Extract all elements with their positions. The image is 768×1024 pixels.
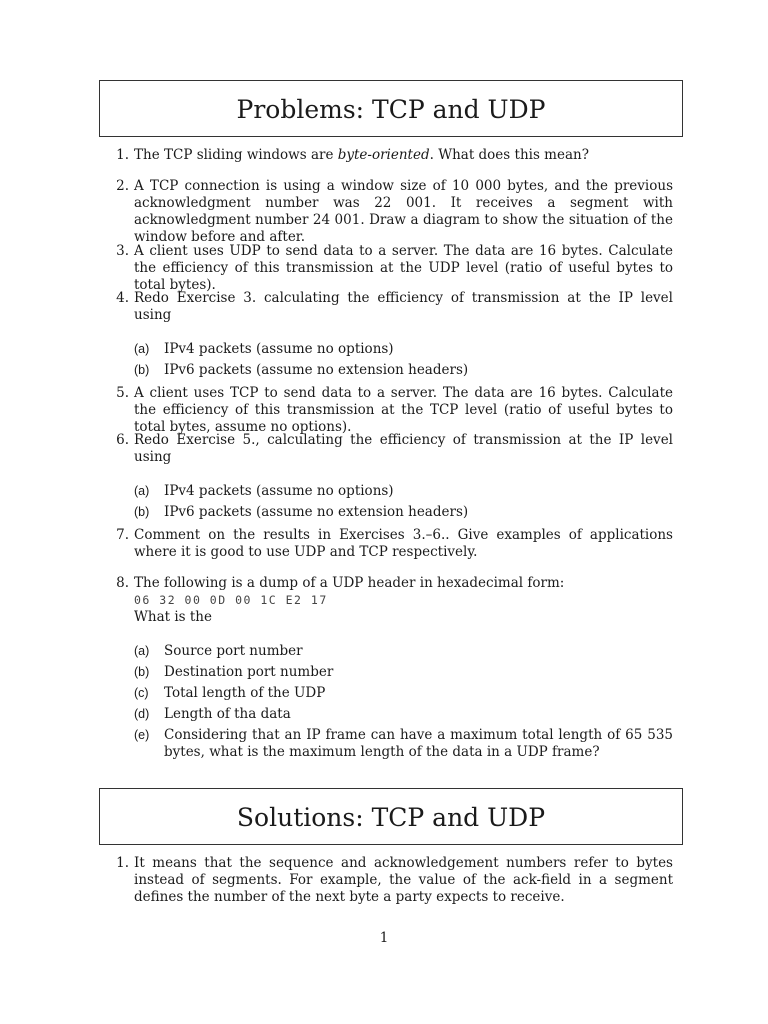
sub-label: (a) — [134, 644, 150, 658]
solution-1 — [113, 855, 673, 906]
emphasis: byte-oriented — [337, 147, 430, 163]
problems-title-box — [99, 80, 683, 137]
sub-item — [134, 341, 673, 358]
solutions-title: Solutions: TCP and UDP — [236, 803, 546, 832]
sub-item — [134, 706, 673, 723]
problem-6 — [113, 432, 673, 521]
problem-text: A client uses UDP to send data to a server. The data are 16 bytes. Calculate the efficiency of this transmission at the UDP level (ratio of useful bytes to total bytes). — [134, 243, 673, 293]
sub-label: (b) — [134, 363, 150, 377]
solution-text: It means that the sequence and acknowledgement numbers refer to bytes instead of segments. For example, the value of the ack-field in a segment defines the number of the next byte a party expects to receive. — [134, 855, 673, 905]
problem-2 — [113, 178, 673, 246]
sub-item — [134, 664, 673, 681]
sub-label: (a) — [134, 342, 150, 356]
problem-text: Redo Exercise 5., calculating the efficiency of transmission at the IP level using — [134, 432, 673, 465]
solutions-title-box — [99, 788, 683, 845]
problem-text: A TCP connection is using a window size of 10 000 bytes, and the previous acknowledgment number was 22 001. It receives a segment with acknowledgment number 24 001. Draw a diagram to show the situation of the window before and after. — [134, 178, 673, 245]
sub-label: (a) — [134, 484, 150, 498]
problem-text: The TCP sliding windows are byte-oriented. What does this mean? — [134, 147, 589, 163]
problem-number: 1. — [116, 147, 129, 163]
sub-item — [134, 362, 673, 379]
sub-item — [134, 643, 673, 660]
sub-list — [134, 341, 673, 379]
problem-8 — [113, 575, 673, 761]
sub-text: Considering that an IP frame can have a maximum total length of 65 535 bytes, what is the maximum length of the data in a UDP frame? — [164, 727, 673, 760]
sub-item — [134, 504, 673, 521]
problem-4 — [113, 290, 673, 379]
sub-item — [134, 727, 673, 761]
sub-label: (e) — [134, 728, 150, 742]
problem-5 — [113, 385, 673, 436]
sub-text: IPv4 packets (assume no options) — [164, 341, 394, 357]
problem-number: 3. — [116, 243, 129, 259]
sub-text: Length of tha data — [164, 706, 291, 722]
problem-1 — [113, 147, 673, 164]
problems-title: Problems: TCP and UDP — [236, 95, 546, 124]
sub-label: (b) — [134, 665, 150, 679]
sub-item — [134, 483, 673, 500]
sub-text: IPv6 packets (assume no extension headers) — [164, 362, 469, 378]
hex-dump: 06 32 00 0D 00 1C E2 17 — [134, 593, 328, 607]
problem-text: A client uses TCP to send data to a server. The data are 16 bytes. Calculate the efficiency of this transmission at the TCP level (ratio of useful bytes to total bytes, assume no options). — [134, 385, 673, 435]
page-number: 1 — [379, 930, 389, 946]
problem-text: Comment on the results in Exercises 3.–6.. Give examples of applications where it is good to use UDP and TCP respectively. — [134, 527, 673, 560]
problem-number: 4. — [116, 290, 129, 306]
sub-list — [134, 483, 673, 521]
problem-number: 2. — [116, 178, 129, 194]
sub-label: (c) — [134, 686, 149, 700]
sub-item — [134, 685, 673, 702]
solution-number: 1. — [116, 855, 129, 871]
problem-number: 7. — [116, 527, 129, 543]
sub-text: Source port number — [164, 643, 303, 659]
sub-text: Total length of the UDP — [164, 685, 326, 701]
sub-text: Destination port number — [164, 664, 334, 680]
problem-text: Redo Exercise 3. calculating the efficiency of transmission at the IP level using — [134, 290, 673, 323]
problem-number: 8. — [116, 575, 129, 591]
sub-label: (b) — [134, 505, 150, 519]
problem-3 — [113, 243, 673, 294]
sub-text: IPv6 packets (assume no extension headers) — [164, 504, 469, 520]
problem-followup: What is the — [134, 609, 212, 625]
sub-text: IPv4 packets (assume no options) — [164, 483, 394, 499]
problem-text: The following is a dump of a UDP header in hexadecimal form: — [134, 575, 565, 591]
problem-number: 6. — [116, 432, 129, 448]
sub-label: (d) — [134, 707, 150, 721]
sub-list — [134, 643, 673, 761]
problem-number: 5. — [116, 385, 129, 401]
problem-7 — [113, 527, 673, 561]
